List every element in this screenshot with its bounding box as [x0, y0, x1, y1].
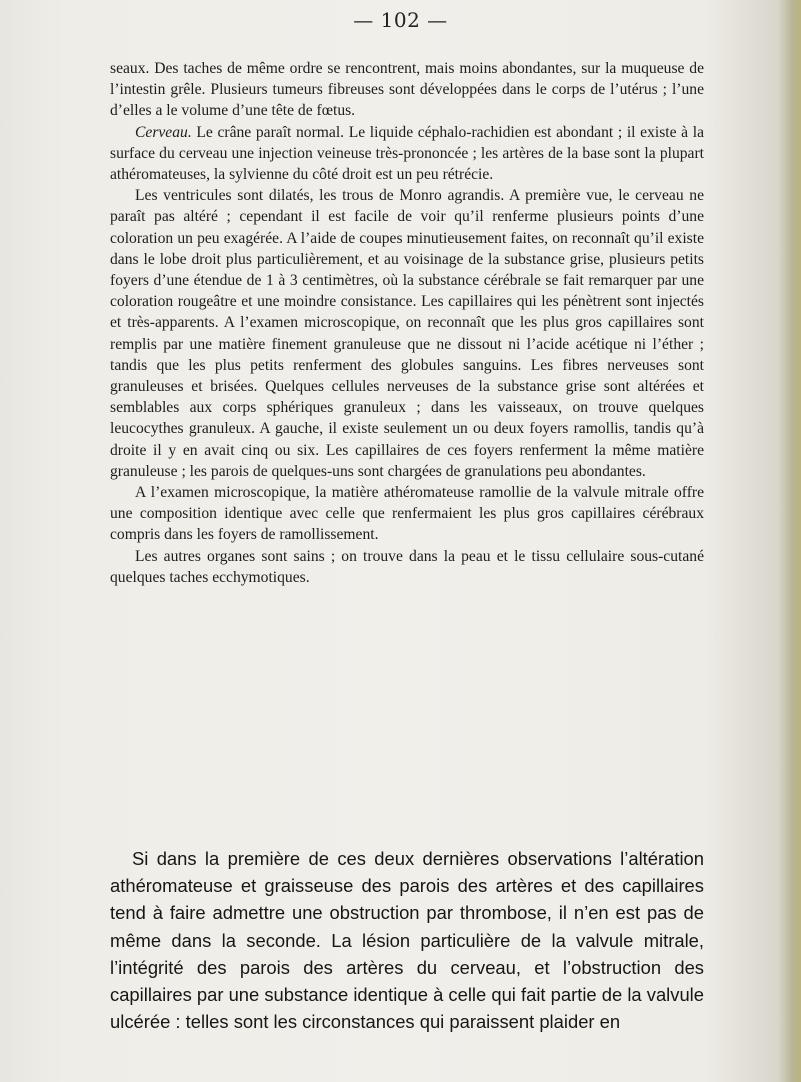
paragraph — [110, 482, 704, 546]
text-run: Le crâne paraît normal. Le liquide céphalo-rachidien est abondant ; il existe à la surface du cerveau une injection veineuse très-prononcée ; les artères de la base sont la plupart athéromateuses, la sylvienne du côté droit est un peu rétrécie. — [110, 123, 704, 184]
paragraph-cerveau — [110, 122, 704, 186]
conclusion-text-block — [110, 845, 704, 1035]
page-number: — 102 — — [353, 8, 448, 32]
text-run: Les ventricules sont dilatés, les trous de Monro agrandis. A première vue, le cerveau ne paraît pas altéré ; cependant il est facile de voir qu’il renferme plusieurs points d’une coloration un peu exagérée. A l’aide de coupes minutieusement faites, on reconnaît qu’il existe dans le lobe droit plus particulièrement, et au voisinage de la substance grise, plusieurs petits foyers d’une étendue de 1 à 3 centimètres, où la substance cérébrale se fait remarquer par une coloration rougeâtre et une moindre consistance. Les capillaires qui les pénètrent sont injectés et très-apparents. A l’examen microscopique, on reconnaît que les plus gros capillaires sont remplis par une matière finement granuleuse que ne dissout ni l’acide acétique ni l’éther ; tandis que les plus petits renferment des globules sanguins. Les fibres nerveuses sont granuleuses et brisées. Quelques cellules nerveuses de la substance grise sont altérées et semblables aux corps sphériques granuleux ; dans les vaisseaux, on trouve quelques leucocythes granuleux. A gauche, il existe seulement un ou deux foyers ramollis, tandis qu’à droite il y en avait cinq ou six. Les capillaires de ces foyers renferment la même matière granuleuse ; les parois de quelques-uns sont chargées de granulations peu abondantes. — [110, 187, 704, 480]
text-run: Les autres organes sont sains ; on trouve dans la peau et le tissu cellulaire sous-cutané quelques taches ecchymotiques. — [110, 547, 704, 586]
paragraph — [110, 58, 704, 122]
paragraph — [110, 546, 704, 588]
conclusion-paragraph: Si dans la première de ces deux dernières observations l’altération athéromateuse et graisseuse des parois des artères et des capillaires tend à faire admettre une obstruction par thrombose, il n’en est pas de même dans la seconde. La lésion particulière de la valvule mitrale, l’intégrité des parois des artères du cerveau, et l’obstruction des capillaires par une substance identique à celle qui fait partie de la valvule ulcérée : telles sont les circonstances qui paraissent plaider en — [110, 848, 704, 1033]
text-run: seaux. Des taches de même ordre se rencontrent, mais moins abondantes, sur la muqueuse de l’intestin grêle. Plusieurs tumeurs fibreuses sont développées dans le corps de l’utérus ; l’une d’elles a le volume d’une tête de fœtus. — [110, 60, 704, 120]
paragraph — [110, 185, 704, 482]
section-label-cerveau: Cerveau. — [135, 123, 192, 141]
small-print-text-block — [110, 58, 704, 588]
text-run: A l’examen microscopique, la matière athéromateuse ramollie de la valvule mitrale offre une composition identique avec celle que renfermaient les plus gros capillaires cérébraux compris dans les foyers de ramollissement. — [110, 484, 704, 544]
page-edge-shadow — [779, 0, 801, 1082]
